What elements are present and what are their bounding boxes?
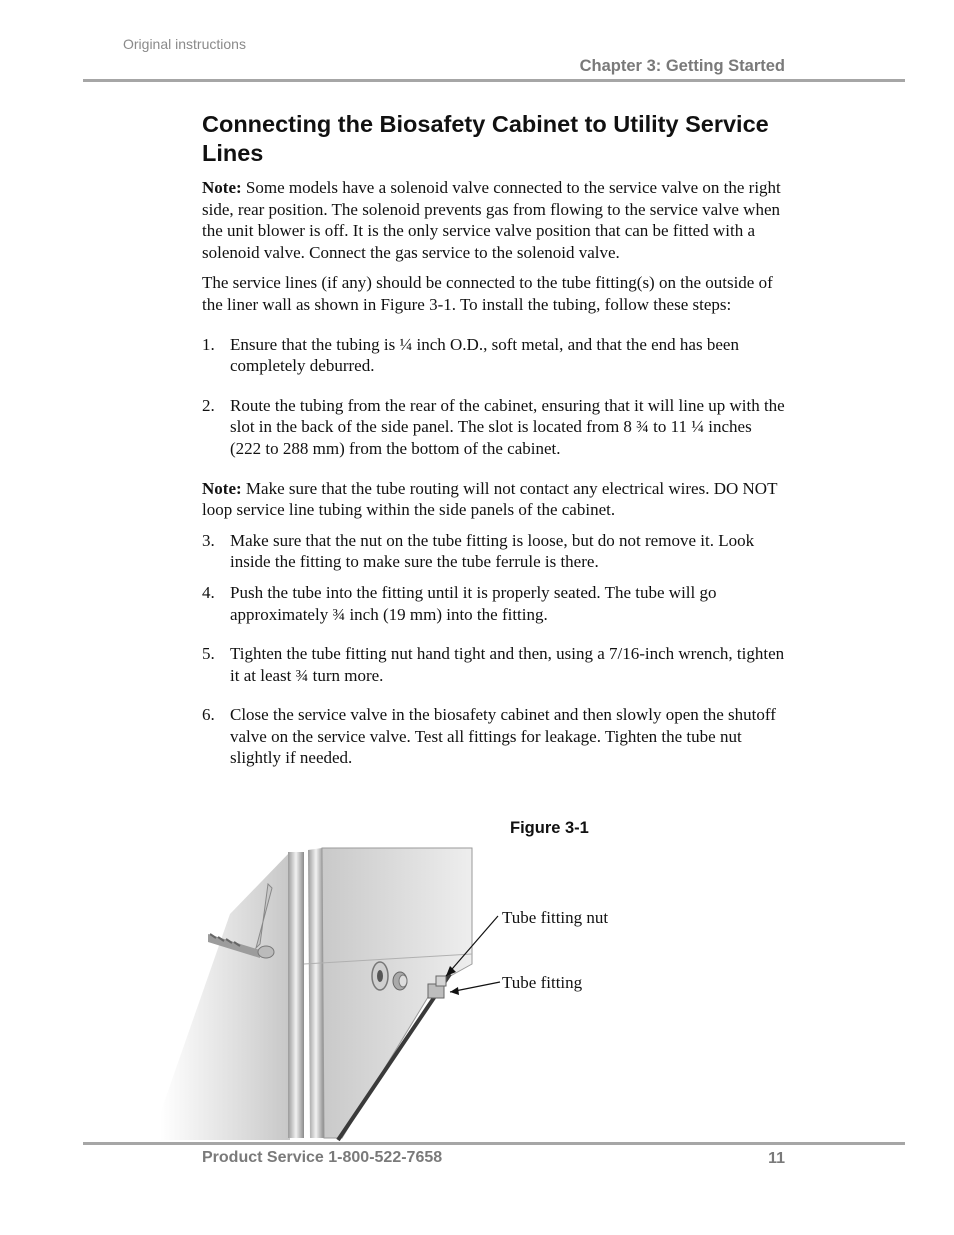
step-number: 6. [202,705,215,725]
step-text: Ensure that the tubing is ¼ inch O.D., soft metal, and that the end has been completely deburred. [230,334,739,376]
step-text: Tighten the tube fitting nut hand tight and then, using a 7/16-inch wrench, tighten it at least ¾ turn more. [230,644,785,685]
note-label: Note: [202,178,242,197]
list-item [202,530,786,573]
steps-list-second [202,530,786,769]
edge-bar-shape [308,848,324,1138]
note-paragraph-solenoid [202,177,786,263]
figure-illustration [160,844,640,1144]
step-number: 5. [202,644,215,664]
note-text: Some models have a solenoid valve connected to the service valve on the right side, rear position. The solenoid prevents gas from flowing to the service valve when the unit blower is off. It is the only service valve position that can be fitted with a solenoid valve. Connect the gas service to the solenoid valve. [202,178,781,262]
intro-paragraph: The service lines (if any) should be connected to the tube fitting(s) on the outside of the liner wall as shown in Figure 3-1. To install the tubing, follow these steps: [202,273,773,314]
note-text: Make sure that the tube routing will not contact any electrical wires. DO NOT loop service line tubing within the side panels of the cabinet. [202,478,778,520]
liner-wall-shape [322,848,472,1138]
step-text: Close the service valve in the biosafety cabinet and then slowly open the shutoff valve on the service valve. Test all fittings for leakage. Tighten the tube nut slightly if needed. [230,705,776,768]
callout-tube-fitting: Tube fitting [502,973,583,992]
list-item [202,582,786,625]
list-item [202,395,786,460]
step-number: 2. [202,395,215,415]
ferrule-inner-shape [399,975,407,987]
list-item [202,643,786,686]
figure-title: Figure 3-1 [510,819,589,837]
arrowhead-fitting [450,987,459,995]
step-text: Push the tube into the fitting until it is properly seated. The tube will go approximately ¾ inch (19 mm) into the fitting. [230,582,717,624]
footer-product-service: Product Service 1-800-522-7658 [202,1149,443,1166]
section-title: Connecting the Biosafety Cabinet to Utility Service Lines [202,111,769,166]
header-rule [83,79,905,82]
main-content [202,110,786,769]
step-number: 1. [202,334,215,354]
note-label: Note: [202,478,242,498]
note-paragraph-wiring [202,478,786,521]
list-item [202,704,786,769]
header-chapter-title: Chapter 3: Getting Started [579,57,785,75]
page-number: 11 [768,1150,785,1167]
callout-tube-fitting-nut: Tube fitting nut [502,908,609,927]
washer-hole-shape [377,970,383,982]
step-text: Route the tubing from the rear of the cabinet, ensuring that it will line up with the slot in the back of the side panel. The slot is located from 8 ¾ to 11 ¼ inches (222 to 288 mm) from the bottom of the cabinet. [230,395,785,458]
cabinet-liner-illustration [160,844,640,1144]
steps-list-first [202,334,786,460]
step-number: 3. [202,530,215,550]
step-text: Make sure that the nut on the tube fitting is loose, but do not remove it. Look inside the fitting to make sure the tube ferrule is there. [230,530,755,572]
list-item [202,334,786,377]
tube-fitting-nut-shape [436,976,446,986]
footer-rule [83,1142,905,1145]
bolt-head-shape [258,946,274,958]
step-number: 4. [202,582,215,602]
header-original-instructions: Original instructions [123,36,246,52]
edge-bar-shape [288,852,304,1138]
